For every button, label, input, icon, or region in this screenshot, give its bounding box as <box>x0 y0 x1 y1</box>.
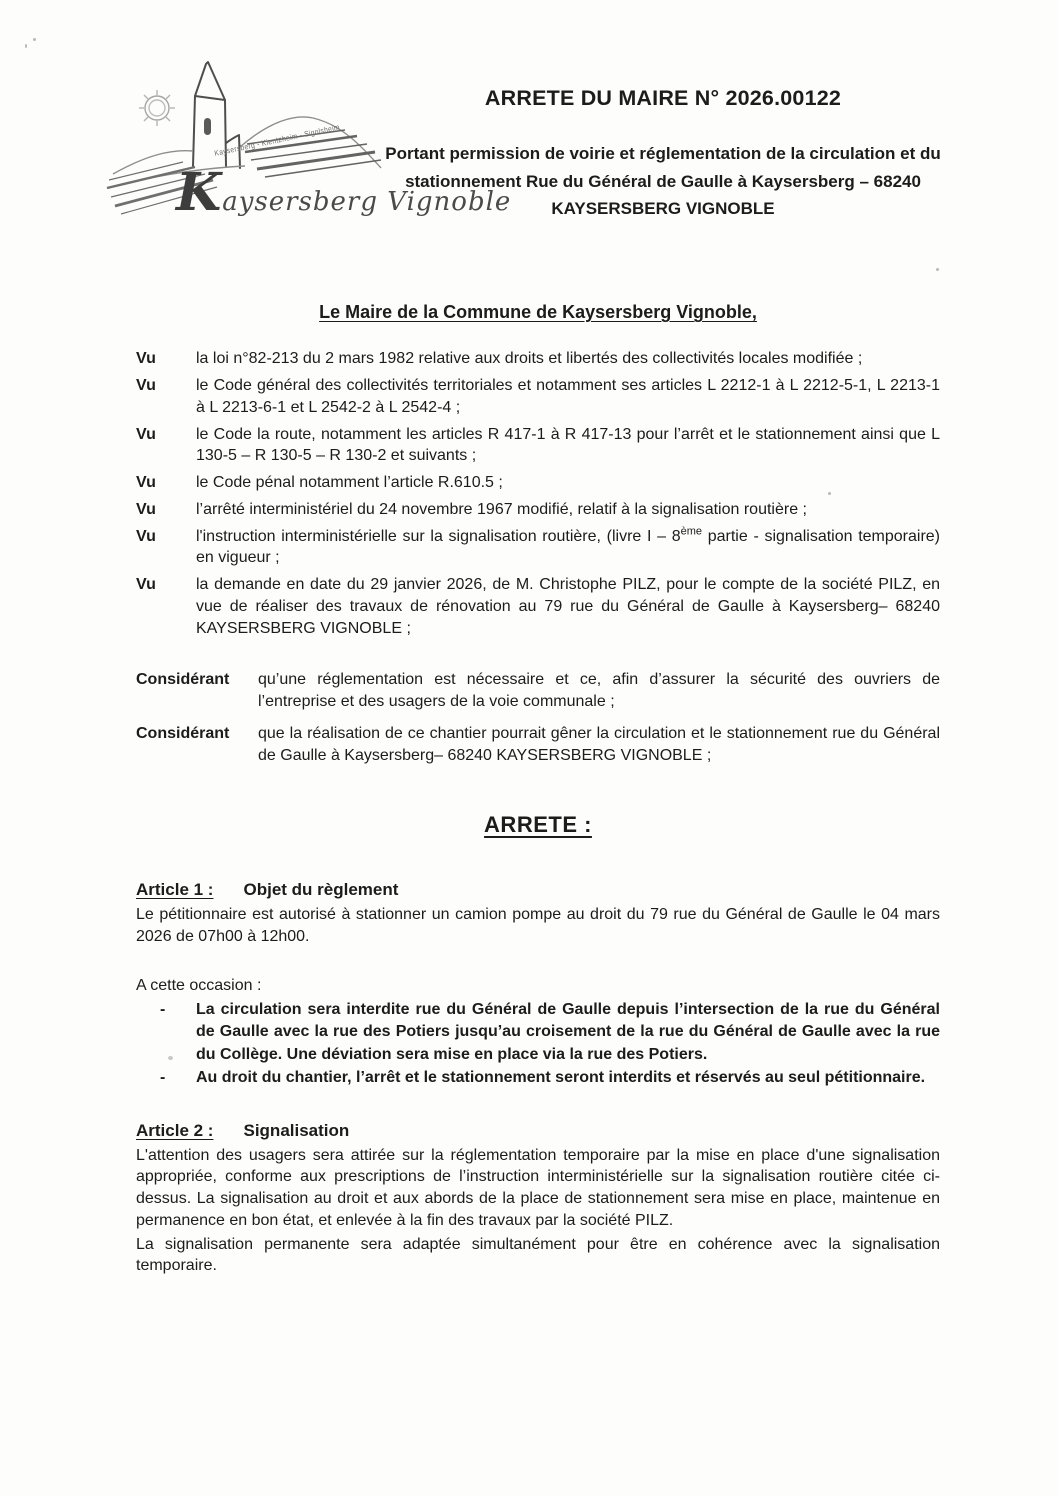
vu-text: la loi n°82-213 du 2 mars 1982 relative aux droits et libertés des collectivités locales modifiée ; <box>196 350 863 368</box>
arrete-heading: ARRETE : <box>484 812 592 838</box>
bullet-item <box>136 1067 940 1090</box>
vu-label: Vu <box>136 527 156 545</box>
article-1-label: Article 1 : <box>136 880 214 900</box>
vu-text <box>196 526 940 570</box>
bullet-dash: - <box>160 1068 166 1086</box>
vu-text: l’arrêté interministériel du 24 novembre 1967 modifié, relatif à la signalisation routière ; <box>196 500 807 518</box>
vu-item <box>136 574 940 639</box>
article-2-title: Signalisation <box>243 1120 350 1140</box>
vu-label: Vu <box>136 474 156 492</box>
article-2-label: Article 2 : <box>136 1120 214 1140</box>
article-1-body: Le pétitionnaire est autorisé à stationner un camion pompe au droit du 79 rue du Général de Gaulle le 04 mars 2026 de 07h00 à 12h00. <box>136 906 940 946</box>
vu-item <box>136 499 940 521</box>
scan-speckle <box>936 268 939 271</box>
document-subtitle: Portant permission de voirie et réglementation de la circulation et du stationnement Rue du Général de Gaulle à Kaysersberg – 68240 KAYSERSBERG VIGNOBLE <box>385 144 941 219</box>
article-1-section <box>136 878 940 1089</box>
vu-label: Vu <box>136 576 156 594</box>
opening-line: Le Maire de la Commune de Kaysersberg Vignoble, <box>319 302 757 322</box>
vu-item <box>136 526 940 570</box>
vu-text: la demande en date du 29 janvier 2026, de M. Christophe PILZ, pour le compte de la société PILZ, en vue de réaliser des travaux de rénovation au 79 rue du Général de Gaulle à Kaysersberg– 68240 KAYSERSBERG VIGNOBLE ; <box>196 576 940 637</box>
document-header <box>0 0 1058 262</box>
considerant-label: Considérant <box>136 724 230 742</box>
vu-item <box>136 348 940 370</box>
vu-list <box>136 348 940 639</box>
bullet-text: La circulation sera interdite rue du Général de Gaulle depuis l’intersection de la rue du Général de Gaulle avec la rue des Potiers jusqu’au croisement de la rue du Général de Gaulle avec la rue du Collège. Une déviation sera mise en place via la rue des Potiers. <box>196 1000 940 1064</box>
document-number: ARRETE DU MAIRE N° 2026.00122 <box>484 86 842 110</box>
considerant-label: Considérant <box>136 671 230 689</box>
ordinal-superscript: ème <box>680 525 703 538</box>
scan-speckle <box>828 492 831 495</box>
considerant-item <box>136 669 940 713</box>
bullet-text: Au droit du chantier, l’arrêt et le stationnement seront interdits et réservés au seul pétitionnaire. <box>196 1068 926 1086</box>
vu-item <box>136 424 940 468</box>
vu-text-post: partie - signalisation temporaire) en vigueur ; <box>196 527 941 567</box>
article-1-heading <box>136 878 940 901</box>
considerant-item <box>136 723 940 767</box>
article-2-body-1: L'attention des usagers sera attirée sur la réglementation temporaire par la mise en place d'une signalisation appropriée, conforme aux prescriptions de l’instruction interministérielle sur la signalisation routière citée ci-dessus. La signalisation au droit et aux abords de la place de stationnement sera mise en place, maintenue en permanence en bon état, et enlevée à la fin des travaux par la société PILZ. <box>136 1146 940 1229</box>
logo-name: Kaysersberg Vignoble <box>176 162 512 223</box>
vu-label: Vu <box>136 500 156 518</box>
logo-caption: Kaysersberg - Kientzheim - Sigolsheim <box>213 117 365 158</box>
scan-speckle <box>168 1056 173 1060</box>
vu-text-pre: l'instruction interministérielle sur la signalisation routière, (livre I – 8 <box>196 527 681 545</box>
occasion-intro: A cette occasion : <box>136 976 262 994</box>
vu-text: le Code la route, notamment les articles R 417-1 à R 417-13 pour l’arrêt et le stationnement ainsi que L 130-5 – R 130-5 – R 130-2 et suivants ; <box>196 425 940 465</box>
vu-text: le Code général des collectivités territoriales et notamment ses articles L 2212-1 à L 2212-5-1, L 2213-1 à L 2213-6-1 et L 2542-2 à L 2542-4 ; <box>196 377 940 416</box>
article-1-title: Objet du règlement <box>243 880 399 900</box>
considerant-list <box>136 669 940 766</box>
vu-item <box>136 472 940 494</box>
article-2-heading <box>136 1119 940 1142</box>
bullet-item <box>136 999 940 1067</box>
vu-label: Vu <box>136 377 156 395</box>
article-2-section <box>136 1119 940 1278</box>
bullet-dash: - <box>160 1000 166 1018</box>
vu-label: Vu <box>136 425 156 443</box>
considerant-text: qu’une réglementation est nécessaire et ce, afin d’assurer la sécurité des ouvriers de l’entreprise et des usagers de la voie communale ; <box>258 671 940 711</box>
vu-item <box>136 375 940 419</box>
sun-icon <box>139 90 175 126</box>
title-block <box>385 84 941 223</box>
vu-label: Vu <box>136 350 156 368</box>
document-body <box>136 300 940 1277</box>
article-2-body-2: La signalisation permanente sera adaptée simultanément pour être en cohérence avec la signalisation temporaire. <box>136 1235 940 1275</box>
vu-text: le Code pénal notamment l’article R.610.5 ; <box>196 474 503 492</box>
occasion-bullet-list <box>136 999 940 1090</box>
considerant-text: que la réalisation de ce chantier pourrait gêner la circulation et le stationnement rue du Général de Gaulle à Kaysersberg– 68240 KAYSERSBERG VIGNOBLE ; <box>258 724 940 764</box>
